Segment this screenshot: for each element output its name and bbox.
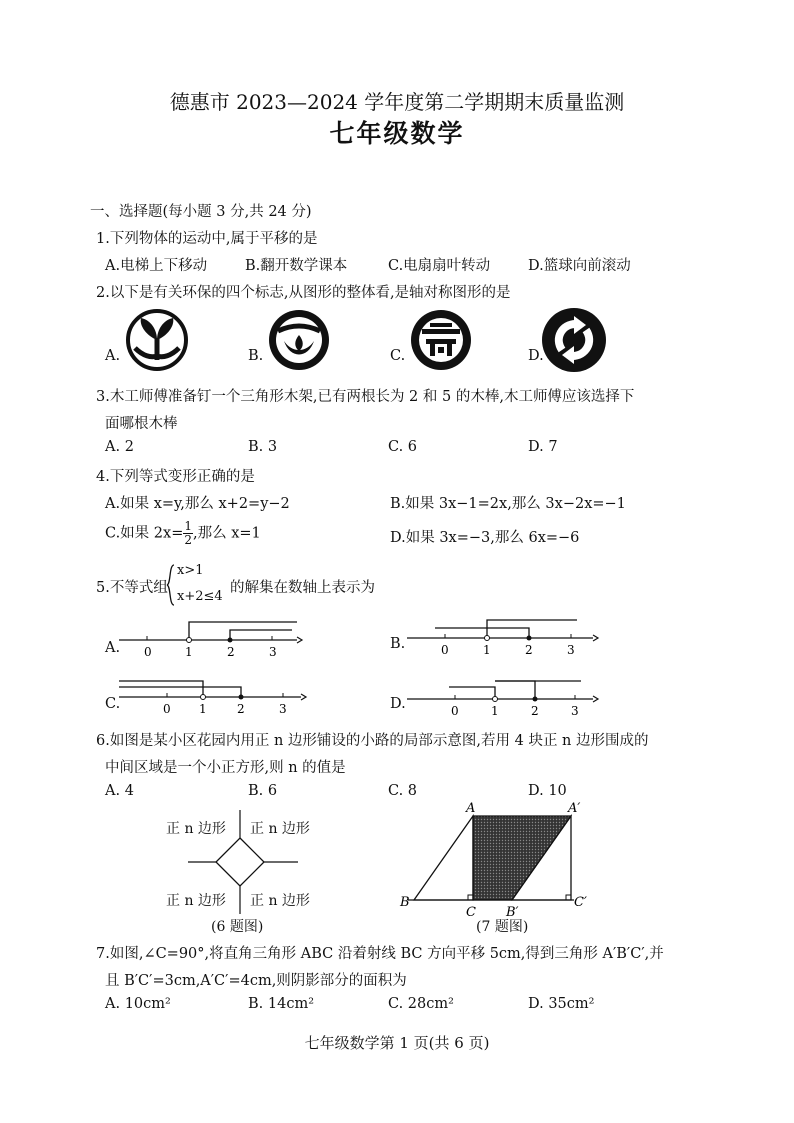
number-line-d-tick-1: 1 — [491, 704, 499, 718]
q6-stem-line1: 6.如图是某小区花园内用正 n 边形铺设的小路的局部示意图,若用 4 块正 n 边形围成的 — [96, 733, 649, 749]
number-line-b-tick-2: 2 — [525, 643, 533, 657]
eco-symbol-a-sprout — [125, 308, 189, 372]
q6-label-top-right: 正 n 边形 — [250, 821, 310, 837]
number-line-b-tick-1: 1 — [483, 643, 491, 657]
q6-caption: (6 题图) — [211, 919, 264, 935]
number-line-b-tick-0: 0 — [441, 643, 449, 657]
number-line-b — [405, 612, 600, 658]
q2-label-d: D. — [528, 348, 544, 364]
number-line-d-tick-2: 2 — [531, 704, 539, 718]
number-line-a-tick-2: 2 — [227, 645, 235, 659]
q7-point-a-prime: A′ — [568, 801, 581, 816]
q4-option-c-post: ,那么 x=1 — [193, 525, 261, 542]
q6-label-top-left: 正 n 边形 — [166, 821, 226, 837]
q2-label-a: A. — [105, 348, 121, 364]
q3-stem-line1: 3.木工师傅准备钉一个三角形木架,已有两根长为 2 和 5 的木棒,木工师傅应该选择下 — [96, 389, 635, 405]
q7-caption: (7 题图) — [476, 919, 529, 935]
number-line-b-tick-3: 3 — [567, 643, 575, 657]
q4-option-b: B.如果 3x−1=2x,那么 3x−2x=−1 — [390, 496, 626, 512]
q4-fraction — [183, 520, 193, 547]
q3-option-d: D. 7 — [528, 439, 558, 455]
q1-option-b: B.翻开数学课本 — [245, 258, 348, 274]
q7-option-d: D. 35cm² — [528, 996, 595, 1012]
q3-stem-line2: 面哪根木棒 — [105, 416, 178, 432]
q1-option-c: C.电扇扇叶转动 — [388, 258, 491, 274]
q4-option-d: D.如果 3x=−3,那么 6x=−6 — [390, 530, 580, 546]
eco-symbol-c-building — [408, 307, 474, 373]
q7-figure — [396, 800, 606, 930]
q6-option-b: B. 6 — [248, 783, 278, 799]
q5-brace — [166, 564, 176, 606]
number-line-c-tick-2: 2 — [237, 702, 245, 716]
page-footer: 七年级数学第 1 页(共 6 页) — [304, 1034, 490, 1052]
number-line-a-tick-0: 0 — [144, 645, 152, 659]
q6-option-a: A. 4 — [105, 783, 134, 799]
q5-label-c: C. — [105, 696, 121, 712]
q6-label-bottom-left: 正 n 边形 — [166, 893, 226, 909]
q7-stem-line2: 且 B′C′=3cm,A′C′=4cm,则阴影部分的面积为 — [105, 973, 407, 989]
q7-point-b-prime: B′ — [506, 905, 519, 920]
q6-stem-line2: 中间区域是一个小正方形,则 n 的值是 — [105, 760, 346, 776]
q2-label-c: C. — [390, 348, 406, 364]
q4-fraction-num: 1 — [184, 519, 192, 533]
eco-symbol-b-ring — [266, 307, 332, 373]
q3-option-a: A. 2 — [105, 439, 134, 455]
number-line-a-tick-3: 3 — [269, 645, 277, 659]
number-line-a — [117, 616, 302, 662]
q2-stem: 2.以下是有关环保的四个标志,从图形的整体看,是轴对称图形的是 — [96, 285, 511, 301]
q1-option-d: D.篮球向前滚动 — [528, 258, 631, 274]
q5-label-a: A. — [105, 640, 121, 656]
q5-label-d: D. — [390, 696, 406, 712]
q3-option-b: B. 3 — [248, 439, 278, 455]
q5-label-b: B. — [390, 636, 406, 652]
q7-option-b: B. 14cm² — [248, 996, 315, 1012]
number-line-c — [117, 673, 307, 719]
q1-option-a: A.电梯上下移动 — [105, 258, 208, 274]
q4-option-c-pre: C.如果 2x= — [105, 525, 184, 542]
q7-point-c-prime: C′ — [574, 895, 587, 910]
number-line-d-tick-0: 0 — [451, 704, 459, 718]
number-line-c-tick-1: 1 — [199, 702, 207, 716]
q3-option-c: C. 6 — [388, 439, 418, 455]
section-heading: 一、选择题(每小题 3 分,共 24 分) — [90, 204, 312, 220]
number-line-a-tick-1: 1 — [185, 645, 193, 659]
q7-point-c: C — [466, 905, 476, 920]
number-line-d — [405, 673, 600, 719]
q6-option-c: C. 8 — [388, 783, 418, 799]
number-line-c-tick-3: 3 — [279, 702, 287, 716]
q5-stem-pre: 5.不等式组 — [96, 580, 168, 596]
q7-option-a: A. 10cm² — [105, 996, 171, 1012]
q7-point-b: B — [400, 895, 410, 910]
number-line-c-tick-0: 0 — [163, 702, 171, 716]
q4-option-c — [105, 520, 261, 547]
q4-fraction-den: 2 — [184, 533, 192, 547]
q5-inequality-2: x+2≤4 — [177, 589, 223, 604]
q1-stem: 1.下列物体的运动中,属于平移的是 — [96, 231, 318, 247]
q5-stem-post: 的解集在数轴上表示为 — [230, 580, 375, 596]
q7-stem-line1: 7.如图,∠C=90°,将直角三角形 ABC 沿着射线 BC 方向平移 5cm,得到三角形 A′B′C′,并 — [96, 946, 664, 962]
q4-stem: 4.下列等式变形正确的是 — [96, 469, 255, 485]
q2-label-b: B. — [248, 348, 264, 364]
exam-title: 德惠市 2023—2024 学年度第二学期期末质量监测 — [169, 90, 625, 114]
exam-subject: 七年级数学 — [329, 119, 465, 148]
q7-point-a: A — [466, 801, 476, 816]
number-line-d-tick-3: 3 — [571, 704, 579, 718]
q4-option-a: A.如果 x=y,那么 x+2=y−2 — [105, 496, 290, 512]
q6-option-d: D. 10 — [528, 783, 567, 799]
q5-inequality-1: x>1 — [177, 563, 204, 578]
q6-label-bottom-right: 正 n 边形 — [250, 893, 310, 909]
eco-symbol-d-recycle — [540, 306, 608, 374]
q7-option-c: C. 28cm² — [388, 996, 454, 1012]
